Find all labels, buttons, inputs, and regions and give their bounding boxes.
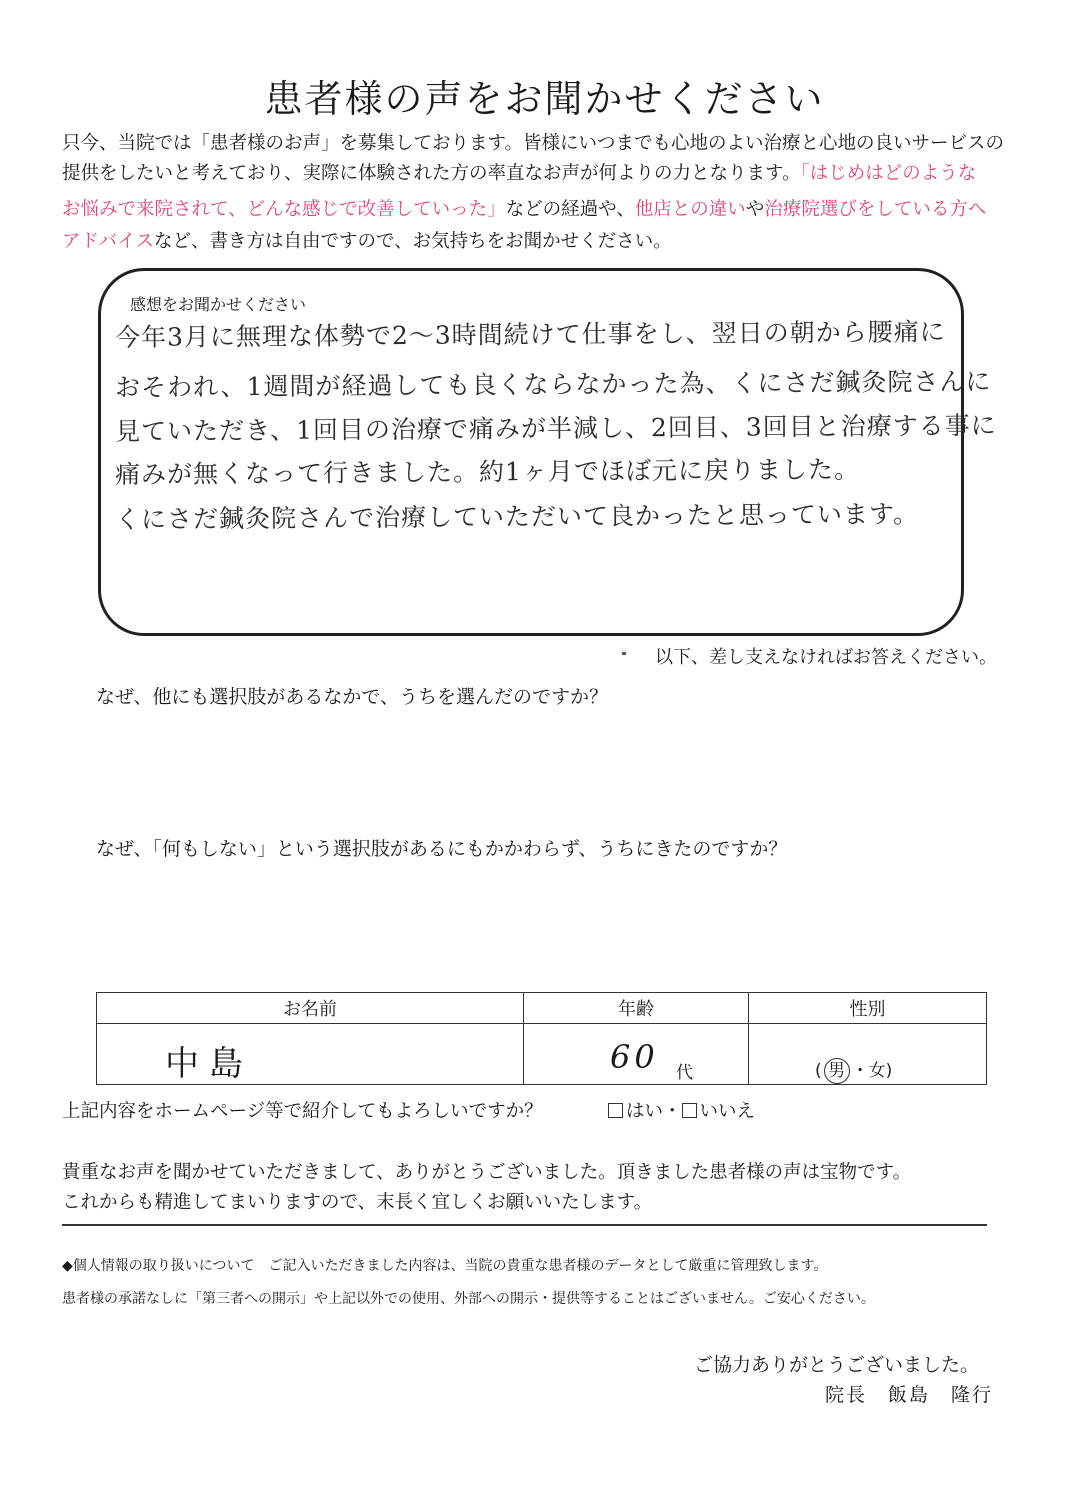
name-cell[interactable] [97,1024,524,1085]
gender-male-selected[interactable]: 男 [824,1058,850,1084]
name-value: 中島 [165,1044,253,1084]
intro-highlight-3: 他店との違い [634,199,746,220]
closing-message: ご協力ありがとうございました。 [693,1354,979,1376]
gender-header: 性別 [749,993,987,1024]
intro-highlight-2: お悩みで来院されて、どんな感じで改善していった」 [62,199,506,220]
intro-line-3 [62,196,986,224]
privacy-line-1: ◆個人情報の取り扱いについて ご記入いただきました内容は、当院の貴重な患者様のデータとして厳重に管理致します。 [62,1258,828,1274]
intro-line-3-joiner: や [745,199,765,220]
scan-speck [622,652,626,655]
consent-yes-label: はい [626,1101,664,1122]
consent-no-label: いいえ [699,1101,756,1122]
intro-highlight-5: アドバイス [62,231,154,252]
thanks-line-1: 貴重なお声を聞かせていただきまして、ありがとうございました。頂きました患者様の声は宝物です。 [62,1162,912,1183]
gender-open-paren: ( [815,1061,822,1081]
intro-line-2-text: 提供をしたいと考えており、実際に体験された方の率直なお声が何よりの力となります。 [62,163,801,184]
optional-note: 以下、差し支えなければお答えください。 [655,647,997,668]
page-title: 患者様の声をお聞かせください [264,77,825,121]
consent-no-checkbox[interactable] [682,1103,697,1118]
gender-close-paren: ) [885,1061,893,1081]
consent-question: 上記内容をホームページ等で紹介してもよろしいですか？ [62,1101,543,1122]
question-why-came: なぜ、「何もしない」という選択肢があるにもかかわらず、うちにきたのですか？ [96,838,788,860]
gender-female[interactable]: 女 [868,1061,886,1081]
intro-line-1: 只今、当院では「患者様のお声」を募集しております。皆様にいつまでも心地のよい治療と心地の良いサービスの [62,133,1005,154]
intro-highlight-1: 「はじめはどのような [800,163,977,184]
patient-info-table [96,992,987,1085]
thanks-line-2: これからも精進してまいりますので、末長く宜しくお願いいたします。 [62,1192,653,1213]
comment-line-3: 見ていただき、1回目の治療で痛みが半減し、2回目、3回目と治療する事に [114,410,997,446]
consent-options [608,1097,755,1123]
gender-options [815,1056,892,1084]
intro-highlight-4: 治療院選びをしている方へ [764,199,987,220]
intro-line-2 [62,160,976,188]
intro-line-4-text: など、書き方は自由ですので、お気持ちをお聞かせください。 [153,231,672,252]
intro-line-4 [62,228,672,256]
question-why-chosen: なぜ、他にも選択肢があるなかで、うちを選んだのですか？ [96,686,609,708]
signature: 院長 飯島 隆行 [824,1384,993,1406]
comment-line-5: くにさだ鍼灸院さんで治療していただいて良かったと思っています。 [114,499,920,534]
comment-line-4: 痛みが無くなって行きました。約1ヶ月でほぼ元に戻りました。 [114,454,861,489]
gender-cell[interactable] [749,1024,987,1085]
name-header: お名前 [97,993,524,1024]
gender-separator: ・ [851,1061,869,1081]
consent-yes-checkbox[interactable] [608,1103,623,1118]
consent-separator: ・ [663,1101,682,1122]
age-unit: 代 [676,1063,693,1083]
divider [62,1224,987,1226]
age-header: 年齢 [524,993,749,1024]
privacy-line-2: 患者様の承諾なしに「第三者への開示」や上記以外での使用、外部への開示・提供等することはございません。ご安心ください。 [62,1291,875,1307]
comment-box-label: 感想をお聞かせください [130,295,307,314]
comment-line-1: 今年3月に無理な体勢で2〜3時間続けて仕事をし、翌日の朝から腰痛に [114,317,946,352]
intro-line-3-text: などの経過や、 [505,199,635,220]
comment-line-2: おそわれ、1週間が経過しても良くならなかった為、くにさだ鍼灸院さんに [114,366,992,402]
age-value: 60 [610,1038,659,1076]
age-cell[interactable] [524,1024,749,1085]
